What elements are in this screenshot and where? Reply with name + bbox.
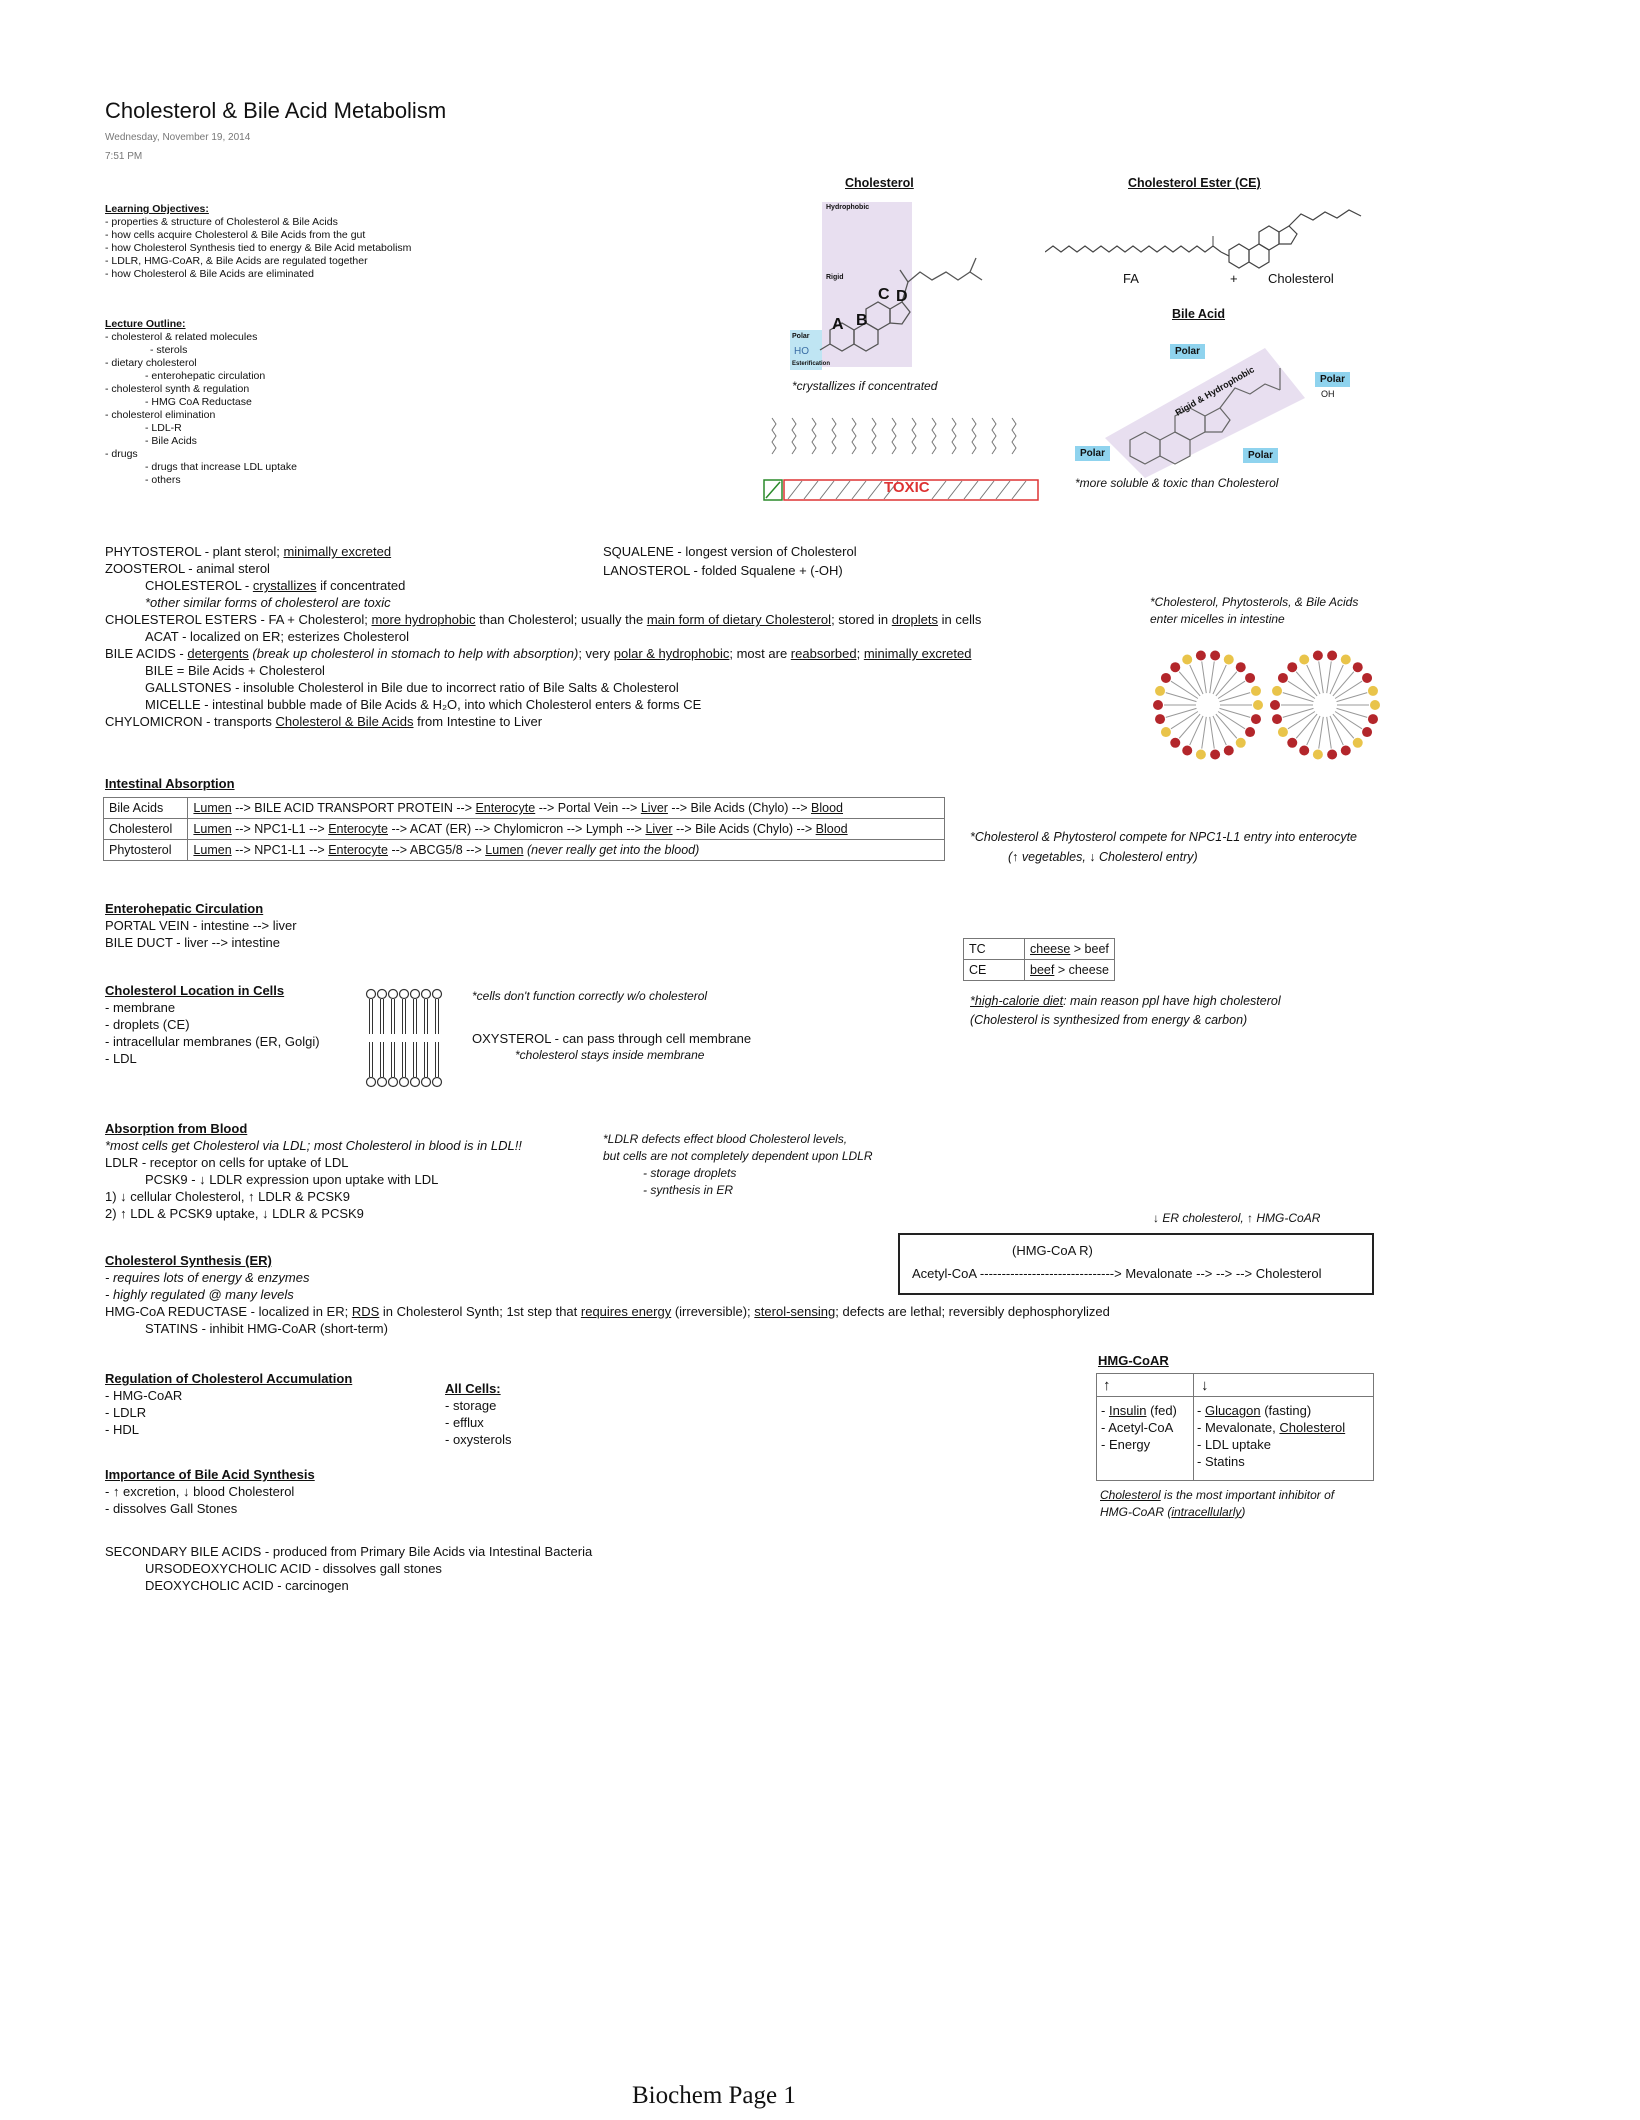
synthesis-regulated-note: - highly regulated @ many levels <box>105 1287 294 1302</box>
bile-polar-label-2: Polar <box>1315 372 1350 387</box>
micelle-head <box>1278 727 1288 737</box>
npc1l1-note: *Cholesterol & Phytosterol compete for NPC1-L1 entry into enterocyte <box>970 830 1357 844</box>
bile-importance-block <box>105 1466 315 1517</box>
synthesis-energy-note: - requires lots of energy & enzymes <box>105 1270 310 1285</box>
tc-ce-label: CE <box>964 960 1025 981</box>
lipid-head <box>422 990 431 999</box>
crystal-note: *crystallizes if concentrated <box>792 379 938 393</box>
micelle-tail <box>1210 661 1215 693</box>
hmg-up-item: - Acetyl-CoA <box>1101 1420 1174 1435</box>
lipid-head <box>400 1078 409 1087</box>
secondary-bile-acids-def: SECONDARY BILE ACIDS - produced from Primary Bile Acids via Intestinal Bacteria <box>105 1544 593 1559</box>
pathway-line: Acetyl-CoA -------------------------------> Mevalonate --> --> --> Cholesterol <box>912 1266 1322 1281</box>
lipid-head <box>433 990 442 999</box>
micelle-head <box>1224 655 1234 665</box>
micelle-tail <box>1190 665 1203 694</box>
blood-absorption-block <box>105 1120 522 1222</box>
ring-c-label: C <box>878 286 890 303</box>
regulation-item: - HMG-CoAR <box>105 1388 183 1403</box>
micelle-head <box>1210 651 1220 661</box>
micelle-tail <box>1218 711 1245 728</box>
location-block <box>105 982 320 1067</box>
outline-list <box>105 331 297 487</box>
blood-step-1: 1) ↓ cellular Cholesterol, ↑ LDLR & PCSK9 <box>105 1189 350 1204</box>
outline-item: - HMG CoA Reductase <box>145 396 252 408</box>
micelle-head <box>1153 700 1163 710</box>
page-title: Cholesterol & Bile Acid Metabolism <box>105 98 447 123</box>
intestinal-absorption-heading: Intestinal Absorption <box>105 776 235 791</box>
micelle-head <box>1224 745 1234 755</box>
bile-acids-def: BILE ACIDS - detergents (break up cholesterol in stomach to help with absorption); very polar & hydrophobic; most are reabsorbed; minimally excreted <box>105 646 972 661</box>
cells-function-note: *cells don't function correctly w/o cholesterol <box>472 989 708 1003</box>
bile-oh-label: OH <box>1321 389 1335 399</box>
figure-bile-acid-title: Bile Acid <box>1172 307 1226 321</box>
micelle-head <box>1272 686 1282 696</box>
lipid-head <box>367 1078 376 1087</box>
plus-label: + <box>1230 271 1238 286</box>
absorption-row-path: Lumen --> NPC1-L1 --> Enterocyte --> ACAT (ER) --> Chylomicron --> Lymph --> Liver --> Bile Acids (Chylo) --> Blood <box>188 819 945 840</box>
micelle-head <box>1287 738 1297 748</box>
lipid-head <box>411 990 420 999</box>
absorption-row <box>104 819 945 840</box>
micelle-head <box>1278 673 1288 683</box>
micelle-head <box>1313 651 1323 661</box>
synthesis-heading: Cholesterol Synthesis (ER) <box>105 1253 272 1268</box>
micelle-head <box>1327 651 1337 661</box>
ho-label: HO <box>794 346 809 357</box>
er-cholesterol-note: ↓ ER cholesterol, ↑ HMG-CoAR <box>1153 1211 1321 1225</box>
bile-def: BILE = Bile Acids + Cholesterol <box>145 663 325 678</box>
hmg-down-list <box>1197 1402 1345 1470</box>
objective-item: - how Cholesterol & Bile Acids are eliminated <box>105 268 314 280</box>
micelle-tail <box>1337 708 1368 717</box>
outline-block <box>105 318 297 487</box>
micelle-tail <box>1307 665 1320 694</box>
micelle-tail <box>1327 661 1332 693</box>
micelle-tail <box>1171 681 1198 698</box>
absorption-row-name: Phytosterol <box>104 840 188 861</box>
synthesis-block <box>105 1252 1110 1337</box>
note-time: 7:51 PM <box>105 151 143 162</box>
hmg-coa-reductase-def: HMG-CoA REDUCTASE - localized in ER; RDS in Cholesterol Synth; 1st step that requires energy (irreversible); sterol-sensing; defects are lethal; reversibly dephosphorylized <box>105 1304 1110 1319</box>
squalene-def: SQUALENE - longest version of Cholesterol <box>603 544 857 559</box>
micelle-head <box>1341 745 1351 755</box>
bile-polar-label-1: Polar <box>1170 344 1205 359</box>
ring-d-label: D <box>896 288 908 305</box>
bile-duct-def: BILE DUCT - liver --> intestine <box>105 935 280 950</box>
micelle-tail <box>1166 708 1197 717</box>
hmg-down-item: - Glucagon (fasting) <box>1197 1403 1312 1418</box>
figure-cholesterol-title: Cholesterol <box>845 176 914 190</box>
objectives-list <box>105 216 411 281</box>
micelle-tail <box>1166 693 1197 702</box>
micelle-tail <box>1216 672 1237 696</box>
blood-step-2: 2) ↑ LDL & PCSK9 uptake, ↓ LDLR & PCSK9 <box>105 1206 364 1221</box>
fa-label: FA <box>1123 271 1139 286</box>
micelle-head <box>1196 749 1206 759</box>
lipid-head <box>367 990 376 999</box>
micelle-head <box>1245 673 1255 683</box>
micelle-head <box>1253 700 1263 710</box>
micelle-head <box>1155 714 1165 724</box>
bile-polar-label-4: Polar <box>1243 448 1278 463</box>
membrane-bilayer-svg <box>365 988 445 1088</box>
lipid-head <box>389 1078 398 1087</box>
all-cells-item: - efflux <box>445 1415 484 1430</box>
micelle-head <box>1196 651 1206 661</box>
micelle-head <box>1370 700 1380 710</box>
hmg-up-item: - Energy <box>1101 1437 1151 1452</box>
micelle-tail <box>1333 714 1354 738</box>
bile-importance-item-1: - ↑ excretion, ↓ blood Cholesterol <box>105 1484 295 1499</box>
micelle-head <box>1327 749 1337 759</box>
location-item: - droplets (CE) <box>105 1017 190 1032</box>
micelle-tail <box>1330 665 1343 694</box>
absorption-row <box>104 840 945 861</box>
cholesterol-ester-figure <box>1045 192 1390 272</box>
all-cells-item: - storage <box>445 1398 497 1413</box>
micelle-head <box>1161 727 1171 737</box>
outline-item: - cholesterol & related molecules <box>105 331 258 343</box>
micelle-tail <box>1202 717 1207 749</box>
acat-def: ACAT - localized on ER; esterizes Cholesterol <box>145 629 409 644</box>
lipid-head <box>400 990 409 999</box>
ldlr-def: LDLR - receptor on cells for uptake of LDL <box>105 1155 349 1170</box>
esterification-label: Esterification <box>792 361 831 367</box>
membrane-bilayer-figure <box>365 988 445 1088</box>
micelle-svg <box>1150 645 1390 765</box>
hmg-down-item: - Statins <box>1197 1454 1245 1469</box>
objectives-heading: Learning Objectives: <box>105 203 209 215</box>
micelle-head <box>1362 727 1372 737</box>
ring-a-label: A <box>832 316 844 333</box>
outline-item: - others <box>145 474 181 486</box>
absorption-row-name: Bile Acids <box>104 798 188 819</box>
pcsk9-def: PCSK9 - ↓ LDLR expression upon uptake with LDL <box>145 1172 439 1187</box>
micelle-head <box>1182 745 1192 755</box>
tc-ce-table <box>963 938 1115 981</box>
micelle-tail <box>1202 661 1207 693</box>
absorption-row-path: Lumen --> BILE ACID TRANSPORT PROTEIN --> Enterocyte --> Portal Vein --> Liver --> Bile Acids (Chylo) --> Blood <box>188 798 945 819</box>
rigid-label: Rigid <box>826 274 844 281</box>
micelle-tail <box>1319 717 1324 749</box>
toxic-label: TOXIC <box>884 479 930 496</box>
bile-polar-label-3: Polar <box>1075 446 1110 461</box>
micelle-tail <box>1190 716 1203 745</box>
crystal-lattice-figure <box>762 410 1042 502</box>
other-forms-note: *other similar forms of cholesterol are toxic <box>145 595 391 610</box>
micelle-head <box>1161 673 1171 683</box>
bile-importance-heading: Importance of Bile Acid Synthesis <box>105 1467 315 1482</box>
all-cells-heading: All Cells: <box>445 1381 501 1396</box>
all-cells-item: - oxysterols <box>445 1432 512 1447</box>
micelle-head <box>1299 655 1309 665</box>
hmg-table-heading: HMG-CoAR <box>1098 1353 1169 1368</box>
micelle-tail <box>1216 714 1237 738</box>
pathway-enzyme: (HMG-CoA R) <box>1012 1243 1093 1258</box>
micelle-tail <box>1296 672 1317 696</box>
micelle-head <box>1287 662 1297 672</box>
micelle-head <box>1210 749 1220 759</box>
micelle-head <box>1251 686 1261 696</box>
gallstones-def: GALLSTONES - insoluble Cholesterol in Bile due to incorrect ratio of Bile Salts & Cholesterol <box>145 680 679 695</box>
cholesterol-structure-figure <box>790 200 1010 375</box>
blood-absorption-heading: Absorption from Blood <box>105 1121 248 1136</box>
bile-acid-svg <box>1075 328 1395 478</box>
bile-rigid-label: Rigid & Hydrophobic <box>1173 364 1257 418</box>
hmg-down-item: - Mevalonate, Cholesterol <box>1197 1420 1346 1435</box>
micelle-head <box>1155 686 1165 696</box>
location-list <box>105 999 320 1067</box>
micelle-head <box>1313 749 1323 759</box>
regulation-list <box>105 1387 352 1438</box>
absorption-row-path: Lumen --> NPC1-L1 --> Enterocyte --> ABCG5/8 --> Lumen (never really get into the blood) <box>188 840 945 861</box>
tc-ce-label: TC <box>964 939 1025 960</box>
micelle-tail <box>1218 681 1245 698</box>
micelle-head <box>1251 714 1261 724</box>
micelle-head <box>1170 662 1180 672</box>
hydrophobic-label: Hydrophobic <box>826 204 870 211</box>
regulation-item: - LDLR <box>105 1405 147 1420</box>
micelle-head <box>1270 700 1280 710</box>
hmg-down-item: - LDL uptake <box>1197 1437 1271 1452</box>
all-cells-block <box>445 1380 511 1448</box>
micelle-tail <box>1330 716 1343 745</box>
outline-item: - sterols <box>150 344 188 356</box>
bile-acid-figure <box>1075 328 1395 478</box>
objective-item: - properties & structure of Cholesterol & Bile Acids <box>105 216 338 228</box>
location-item: - LDL <box>105 1051 137 1066</box>
stays-inside-note: *cholesterol stays inside membrane <box>515 1048 705 1062</box>
micelle-tail <box>1296 714 1317 738</box>
ursodeoxycholic-def: URSODEOXYCHOLIC ACID - dissolves gall stones <box>145 1561 442 1576</box>
page-footer: Biochem Page 1 <box>632 2082 796 2109</box>
micelle-head <box>1236 662 1246 672</box>
micelle-tail <box>1335 711 1362 728</box>
lipid-head <box>389 990 398 999</box>
micelle-head <box>1182 655 1192 665</box>
ldlr-defects-note: *LDLR defects effect blood Cholesterol levels, but cells are not completely dependent upon LDLR - storage droplets - synthesis in ER <box>603 1132 873 1197</box>
micelle-head <box>1245 727 1255 737</box>
outline-item: - drugs <box>105 448 138 460</box>
micelle-figure <box>1150 645 1390 765</box>
statins-def: STATINS - inhibit HMG-CoAR (short-term) <box>145 1321 388 1336</box>
absorption-row-name: Cholesterol <box>104 819 188 840</box>
outline-item: - cholesterol elimination <box>105 409 216 421</box>
micelle-tail <box>1283 708 1314 717</box>
phytosterol-def: PHYTOSTEROL - plant sterol; minimally excreted <box>105 544 392 559</box>
micelle-def: MICELLE - intestinal bubble made of Bile Acids & H₂O, into which Cholesterol enters & forms CE <box>145 697 702 712</box>
high-calorie-note: *high-calorie diet: main reason ppl have high cholesterol <box>970 994 1281 1008</box>
enterohepatic-heading: Enterohepatic Circulation <box>105 901 264 916</box>
micelle-tail <box>1288 711 1315 728</box>
objective-item: - LDLR, HMG-CoAR, & Bile Acids are regulated together <box>105 255 368 267</box>
outline-item: - cholesterol synth & regulation <box>105 383 250 395</box>
cholesterol-def: CHOLESTEROL - crystallizes if concentrated <box>145 578 406 593</box>
regulation-heading: Regulation of Cholesterol Accumulation <box>105 1371 353 1386</box>
lipid-head <box>378 990 387 999</box>
bile-acid-note: *more soluble & toxic than Cholesterol <box>1075 476 1279 490</box>
hmg-up-list <box>1101 1402 1177 1453</box>
polar-label: Polar <box>792 333 810 340</box>
micelle-note: *Cholesterol, Phytosterols, & Bile Acids enter micelles in intestine <box>1150 595 1359 626</box>
micelle-tail <box>1220 708 1251 717</box>
outline-item: - dietary cholesterol <box>105 357 197 369</box>
absorption-row <box>104 798 945 819</box>
lanosterol-def: LANOSTEROL - folded Squalene + (-OH) <box>603 563 843 578</box>
lipid-head <box>422 1078 431 1087</box>
synthesized-note: (Cholesterol is synthesized from energy & carbon) <box>970 1013 1248 1027</box>
hmg-regulation-table <box>1096 1373 1374 1481</box>
objective-item: - how cells acquire Cholesterol & Bile Acids from the gut <box>105 229 366 241</box>
micelle-head <box>1353 662 1363 672</box>
chylomicron-def: CHYLOMICRON - transports Cholesterol & Bile Acids from Intestine to Liver <box>105 714 543 729</box>
micelle-tail <box>1171 711 1198 728</box>
location-item: - intracellular membranes (ER, Golgi) <box>105 1034 320 1049</box>
micelle-tail <box>1210 717 1215 749</box>
lipid-head <box>378 1078 387 1087</box>
hmg-inhibitor-note: Cholesterol is the most important inhibitor of HMG-CoAR (intracellularly) <box>1100 1488 1335 1519</box>
enterohepatic-block <box>105 900 297 951</box>
outline-item: - drugs that increase LDL uptake <box>145 461 297 473</box>
oxysterol-def: OXYSTEROL - can pass through cell membrane <box>472 1031 752 1046</box>
tc-ce-row <box>964 939 1115 960</box>
micelle-head <box>1368 714 1378 724</box>
micelle-tail <box>1213 716 1226 745</box>
micelle-head <box>1236 738 1246 748</box>
down-arrow-icon: ↓ <box>1201 1377 1209 1394</box>
micelle-head <box>1368 686 1378 696</box>
up-arrow-icon: ↑ <box>1103 1377 1111 1394</box>
cholesterol-ester-svg <box>1045 192 1390 272</box>
outline-item: - LDL-R <box>145 422 182 434</box>
micelle-tail <box>1179 672 1200 696</box>
micelle-head <box>1299 745 1309 755</box>
tc-ce-value: cheese > beef <box>1025 939 1115 960</box>
micelle-tail <box>1337 693 1368 702</box>
note-date: Wednesday, November 19, 2014 <box>105 132 251 143</box>
cholesterol-esters-def: CHOLESTEROL ESTERS - FA + Cholesterol; more hydrophobic than Cholesterol; usually the main form of dietary Cholesterol; stored in droplets in cells <box>105 612 982 627</box>
micelle-head <box>1170 738 1180 748</box>
tc-ce-row <box>964 960 1115 981</box>
location-heading: Cholesterol Location in Cells <box>105 983 285 998</box>
all-cells-list <box>445 1397 511 1448</box>
lipid-head <box>411 1078 420 1087</box>
outline-item: - Bile Acids <box>145 435 197 447</box>
secondary-bile-acids-block <box>105 1543 592 1594</box>
figure-ce-title: Cholesterol Ester (CE) <box>1128 176 1261 190</box>
micelle-head <box>1272 714 1282 724</box>
micelle-tail <box>1319 661 1324 693</box>
portal-vein-def: PORTAL VEIN - intestine --> liver <box>105 918 297 933</box>
ldl-note: *most cells get Cholesterol via LDL; most Cholesterol in blood is in LDL!! <box>105 1138 522 1153</box>
outline-item: - enterohepatic circulation <box>145 370 266 382</box>
micelle-tail <box>1335 681 1362 698</box>
bile-importance-item-2: - dissolves Gall Stones <box>105 1501 238 1516</box>
lipid-head <box>433 1078 442 1087</box>
micelle-tail <box>1327 717 1332 749</box>
micelle-tail <box>1283 693 1314 702</box>
objectives-block <box>105 203 411 281</box>
outline-heading: Lecture Outline: <box>105 318 186 330</box>
vegetables-note: (↑ vegetables, ↓ Cholesterol entry) <box>1008 850 1198 864</box>
regulation-item: - HDL <box>105 1422 139 1437</box>
micelle-tail <box>1307 716 1320 745</box>
micelle-tail <box>1288 681 1315 698</box>
deoxycholic-def: DEOXYCHOLIC ACID - carcinogen <box>145 1578 349 1593</box>
definitions-block <box>105 543 981 730</box>
micelle-head <box>1353 738 1363 748</box>
micelle-tail <box>1213 665 1226 694</box>
zoosterol-def: ZOOSTEROL - animal sterol <box>105 561 270 576</box>
objective-item: - how Cholesterol Synthesis tied to energy & Bile Acid metabolism <box>105 242 412 254</box>
micelle-head <box>1362 673 1372 683</box>
tc-ce-value: beef > cheese <box>1025 960 1115 981</box>
hmg-up-item: - Insulin (fed) <box>1101 1403 1177 1418</box>
location-item: - membrane <box>105 1000 176 1015</box>
micelle-tail <box>1220 693 1251 702</box>
ring-b-label: B <box>856 312 868 329</box>
regulation-block <box>105 1370 352 1438</box>
micelle-tail <box>1333 672 1354 696</box>
absorption-table <box>103 797 945 861</box>
micelle-tail <box>1179 714 1200 738</box>
ce-cholesterol-label: Cholesterol <box>1268 271 1334 286</box>
micelle-head <box>1341 655 1351 665</box>
